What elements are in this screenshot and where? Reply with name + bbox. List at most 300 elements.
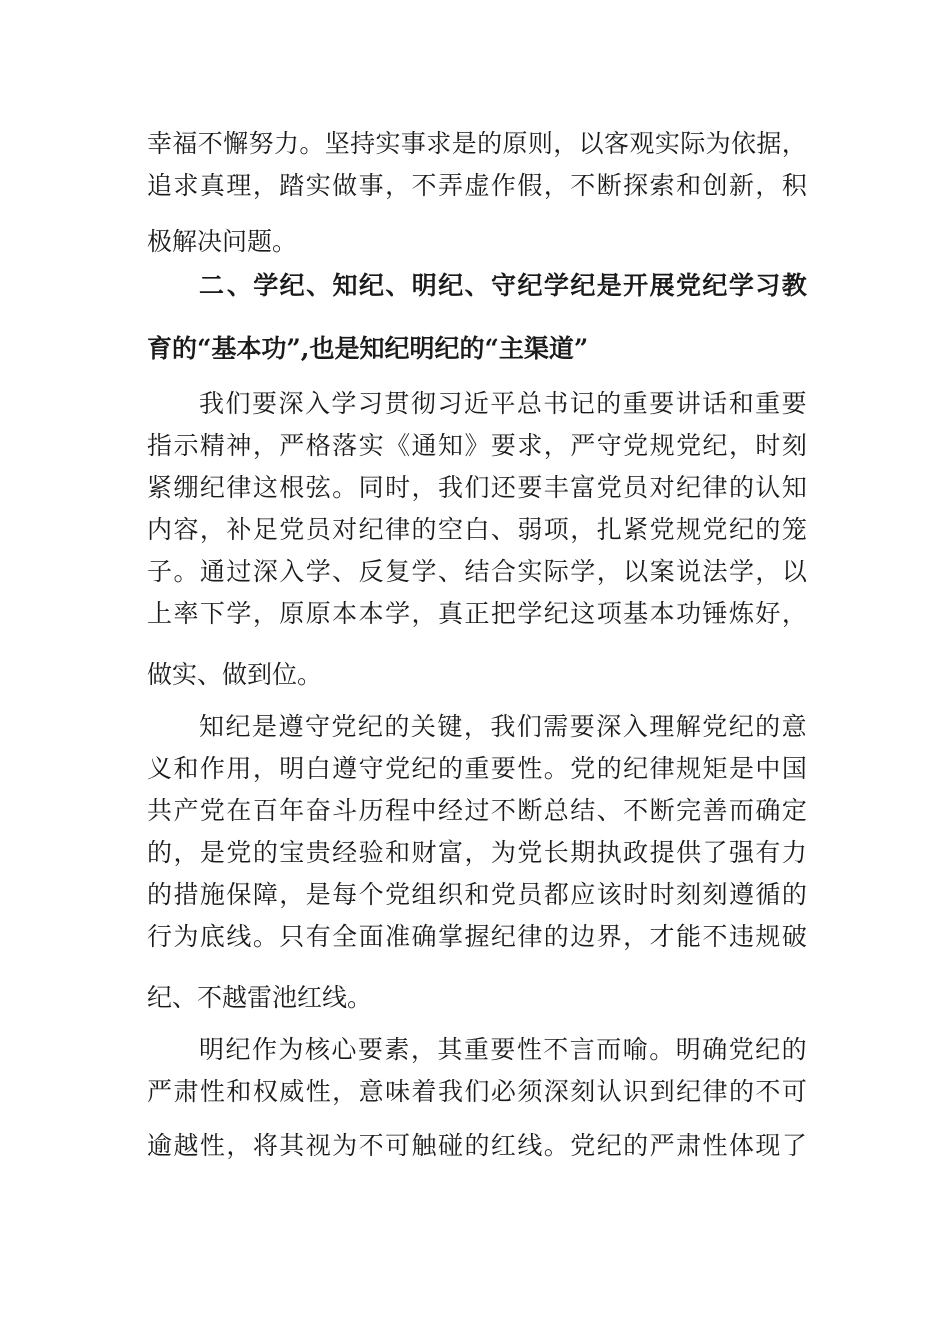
glyph: 。 [173,557,199,586]
glyph: 紧 [623,515,649,544]
glyph: 做 [332,171,358,200]
glyph: 二 [199,271,225,300]
glyph: 们 [225,389,251,418]
line-6 [199,384,807,424]
glyph: 纪 [596,1131,622,1160]
glyph: 体 [728,1131,754,1160]
glyph: 规 [755,922,781,951]
glyph: 线 [226,922,252,951]
glyph: 不 [570,171,596,200]
glyph: 要 [569,712,595,741]
glyph: 重 [755,389,781,418]
glyph: 教 [781,271,807,300]
line-21 [147,1072,807,1112]
line-14 [147,749,807,789]
glyph: 深 [278,389,304,418]
glyph: ， [728,431,754,460]
glyph: 彻 [410,389,436,418]
glyph: 奋 [305,796,331,825]
glyph: ， [781,599,807,628]
glyph: 纪 [702,431,728,460]
glyph: 子 [147,557,173,586]
glyph: 刻 [676,880,702,909]
glyph: 为 [705,129,731,158]
glyph: 入 [279,557,305,586]
glyph: 的 [781,1035,807,1064]
line-13 [199,707,807,747]
glyph: 》 [464,431,490,460]
glyph: 刻 [702,880,728,909]
glyph: 越 [173,1131,199,1160]
glyph: 同 [358,473,384,502]
glyph: 入 [304,389,330,418]
glyph: 们 [464,1077,490,1106]
glyph: 、 [437,557,463,586]
glyph: 纪 [490,922,516,951]
glyph: 确 [702,1035,728,1064]
glyph: 严 [649,1131,675,1160]
glyph: 们 [516,712,542,741]
glyph: 本 [649,599,675,628]
glyph: 味 [385,1077,411,1106]
glyph: 明 [675,1035,701,1064]
glyph: 踏 [279,171,305,200]
glyph: 关 [410,712,436,741]
glyph: 肃 [173,1077,199,1106]
glyph: 。 [332,473,358,502]
section-heading-line-1 [199,266,807,306]
glyph: 的 [596,389,622,418]
glyph: ， [411,473,437,502]
glyph: 党 [226,838,252,867]
glyph: ， [755,557,781,586]
glyph: 而 [596,1035,622,1064]
glyph: 锤 [702,599,728,628]
glyph: 性 [199,1077,225,1106]
glyph: 时 [755,431,781,460]
glyph: 纪 [199,473,225,502]
glyph: 能 [676,922,702,951]
glyph: 过 [226,557,252,586]
glyph: ， [463,712,489,741]
glyph: 纪 [755,1035,781,1064]
glyph: 财 [411,838,437,867]
glyph: 守 [304,712,330,741]
glyph: ， [252,599,278,628]
glyph: 义 [147,754,173,783]
glyph: 有 [305,922,331,951]
glyph: 力 [273,129,299,158]
glyph: 善 [702,796,728,825]
glyph: 确 [755,796,781,825]
glyph: 绷 [173,473,199,502]
glyph: 、 [596,796,622,825]
line-15 [147,791,807,831]
glyph: 喻 [622,1035,648,1064]
glyph: 政 [623,838,649,867]
glyph: 长 [543,838,569,867]
glyph: 和 [676,171,702,200]
glyph: 律 [226,473,252,502]
glyph: 不 [543,1035,569,1064]
glyph: 纪 [728,712,754,741]
glyph: 的 [147,838,173,867]
glyph: 和 [173,754,199,783]
glyph: 要 [490,1035,516,1064]
glyph: 的 [411,515,437,544]
glyph: 权 [252,1077,278,1106]
glyph: 求 [173,171,199,200]
glyph: 定 [781,796,807,825]
glyph: ， [199,515,225,544]
glyph: 的 [728,1077,754,1106]
glyph: 组 [411,880,437,909]
glyph: 过 [464,796,490,825]
glyph: 现 [755,1131,781,1160]
glyph: 党 [728,1035,754,1064]
glyph: 须 [517,1077,543,1106]
glyph: ， [252,754,278,783]
glyph: 断 [517,796,543,825]
glyph: ， [755,171,781,200]
glyph: 不 [623,796,649,825]
glyph: 学 [411,557,437,586]
glyph: 个 [358,880,384,909]
glyph: 下 [199,599,225,628]
glyph: 界 [596,922,622,951]
glyph: 际 [543,557,569,586]
glyph: 知 [437,431,463,460]
glyph: 事 [400,129,426,158]
glyph: 深 [596,712,622,741]
glyph: 空 [437,515,463,544]
glyph: 党 [517,838,543,867]
glyph: 基 [623,599,649,628]
glyph: 功 [676,599,702,628]
glyph: 弱 [517,515,543,544]
glyph: 认 [755,473,781,502]
glyph: 素 [384,1035,410,1064]
glyph: 刻 [570,1077,596,1106]
glyph: 白 [464,515,490,544]
glyph: 正 [464,599,490,628]
glyph: 遵 [728,880,754,909]
glyph: 验 [358,838,384,867]
glyph: 逾 [147,1131,173,1160]
glyph: 足 [252,515,278,544]
glyph: 创 [702,171,728,200]
glyph: 纪 [358,271,384,300]
glyph: 。 [543,754,569,783]
glyph: 求 [517,431,543,460]
glyph: 而 [728,796,754,825]
glyph: 纪 [225,712,251,741]
glyph: 党 [199,796,225,825]
glyph: 学 [728,271,754,300]
glyph: 织 [437,880,463,909]
glyph: 明 [411,271,437,300]
glyph: 要 [517,473,543,502]
glyph: 知 [781,473,807,502]
glyph: ， [252,171,278,200]
glyph: 党 [570,1131,596,1160]
glyph: 白 [305,754,331,783]
glyph: 重 [464,754,490,783]
glyph: 本 [358,599,384,628]
glyph: 根 [279,473,305,502]
glyph: 断 [649,796,675,825]
glyph: 律 [702,473,728,502]
glyph: 学 [305,557,331,586]
glyph: 遵 [332,754,358,783]
glyph: 真 [199,171,225,200]
glyph: 纪 [676,1077,702,1106]
glyph: 我 [437,473,463,502]
glyph: 党 [331,712,357,741]
glyph: 党 [702,515,728,544]
glyph: 《 [385,431,411,460]
section-heading-line-2: 育的“基本功”,也是知纪明纪的“主渠道” [147,334,589,363]
glyph: 确 [411,922,437,951]
glyph: 其 [437,1035,463,1064]
glyph: 是 [451,129,477,158]
glyph: 要 [251,389,277,418]
glyph: 不 [490,796,516,825]
glyph: 际 [680,129,706,158]
glyph: 的 [464,1131,490,1160]
glyph: 弄 [437,171,463,200]
glyph: 全 [332,922,358,951]
glyph: 复 [385,557,411,586]
glyph: 贵 [305,838,331,867]
glyph: 党 [649,515,675,544]
glyph: 到 [649,1077,675,1106]
glyph: 我 [437,1077,463,1106]
glyph: 学 [253,271,279,300]
glyph: 结 [570,796,596,825]
glyph: 示 [173,431,199,460]
glyph: 、 [332,557,358,586]
glyph: 应 [570,880,596,909]
glyph: 了 [702,838,728,867]
glyph: 我 [490,712,516,741]
glyph: 不 [411,171,437,200]
glyph: 这 [570,599,596,628]
glyph: 核 [304,1035,330,1064]
glyph: 期 [570,838,596,867]
glyph: ， [623,922,649,951]
glyph: 弦 [305,473,331,502]
glyph: 笼 [781,515,807,544]
glyph: 断 [596,171,622,200]
glyph: 律 [385,515,411,544]
glyph: 展 [649,271,675,300]
line-1 [147,124,807,164]
line-2 [147,166,807,206]
glyph: ， [596,557,622,586]
glyph: 意 [358,1077,384,1106]
glyph: 纪 [438,271,464,300]
glyph: 补 [226,515,252,544]
glyph: 执 [596,838,622,867]
glyph: 反 [358,557,384,586]
glyph: 性 [199,1131,225,1160]
glyph: 党 [385,880,411,909]
glyph: 的 [437,754,463,783]
glyph: 理 [649,712,675,741]
glyph: 准 [385,922,411,951]
glyph: ， [385,171,411,200]
glyph: 指 [147,431,173,460]
glyph: 提 [649,838,675,867]
glyph: 要 [649,389,675,418]
glyph: 通 [199,557,225,586]
glyph: 有 [755,838,781,867]
glyph: 学 [226,599,252,628]
glyph: 行 [147,922,173,951]
glyph: 为 [173,922,199,951]
line-17 [147,875,807,915]
glyph: 学 [517,599,543,628]
glyph: 认 [596,1077,622,1106]
glyph: 合 [490,557,516,586]
glyph: 产 [173,796,199,825]
glyph: 入 [622,712,648,741]
glyph: 规 [649,431,675,460]
glyph: 虚 [464,171,490,200]
glyph: 红 [490,1131,516,1160]
glyph: 作 [251,1035,277,1064]
glyph: 性 [516,1035,542,1064]
glyph: 性 [305,1077,331,1106]
glyph: 是 [199,838,225,867]
glyph: 纪 [623,754,649,783]
glyph: 视 [305,1131,331,1160]
glyph: 每 [332,880,358,909]
glyph: 经 [332,838,358,867]
glyph: 可 [781,1077,807,1106]
glyph: 着 [411,1077,437,1106]
glyph: 为 [332,1131,358,1160]
glyph: 百 [252,796,278,825]
glyph: 不 [755,1077,781,1106]
glyph: 以 [781,557,807,586]
glyph: 我 [199,389,225,418]
line-10 [147,552,807,592]
line-7 [147,426,807,466]
glyph: 言 [569,1035,595,1064]
glyph: 供 [676,838,702,867]
glyph: 习 [755,271,781,300]
glyph: 国 [781,754,807,783]
glyph: ， [332,1077,358,1106]
glyph: 通 [411,431,437,460]
glyph: 威 [279,1077,305,1106]
glyph: 纪 [676,473,702,502]
glyph: 和 [226,1077,252,1106]
glyph: 依 [730,129,756,158]
glyph: 党 [596,473,622,502]
glyph: 和 [385,838,411,867]
glyph: 党 [385,754,411,783]
line-9 [147,510,807,550]
glyph: 完 [676,796,702,825]
line-3: 极解决问题。 [147,227,298,256]
glyph: 线 [517,1131,543,1160]
glyph: 平 [490,389,516,418]
glyph: 则 [527,129,553,158]
glyph: 知 [332,271,358,300]
glyph: 中 [411,796,437,825]
glyph: 内 [147,515,173,544]
glyph: 。 [299,129,325,158]
glyph: 。 [649,1035,675,1064]
glyph: ， [252,431,278,460]
glyph: 新 [728,171,754,200]
glyph: 据 [756,129,782,158]
glyph: 炼 [728,599,754,628]
glyph: 党 [676,431,702,460]
glyph: 话 [702,389,728,418]
glyph: 的 [755,515,781,544]
glyph: 真 [437,599,463,628]
glyph: 年 [279,796,305,825]
glyph: 福 [172,129,198,158]
line-12: 做实、做到位。 [147,660,323,689]
glyph: 将 [252,1131,278,1160]
glyph: 原 [279,599,305,628]
line-20 [199,1030,807,1070]
glyph: 律 [649,754,675,783]
glyph: 障 [252,880,278,909]
glyph: 紧 [147,473,173,502]
line-18 [147,917,807,957]
glyph: ， [464,838,490,867]
glyph: ， [226,1131,252,1160]
glyph: 客 [604,129,630,158]
glyph: 学 [728,557,754,586]
line-8 [147,468,807,508]
glyph: 纪 [702,271,728,300]
glyph: 原 [502,129,528,158]
glyph: 知 [199,712,225,741]
glyph: 实 [517,557,543,586]
glyph: 事 [358,171,384,200]
glyph: 重 [463,1035,489,1064]
glyph: 项 [543,515,569,544]
glyph: 才 [649,922,675,951]
glyph: 严 [147,1077,173,1106]
glyph: 幸 [147,129,173,158]
glyph: 习 [357,389,383,418]
glyph: 识 [623,1077,649,1106]
glyph: 用 [226,754,252,783]
glyph: 落 [332,431,358,460]
glyph: 的 [543,922,569,951]
glyph: 。 [252,922,278,951]
glyph: 时 [385,473,411,502]
glyph: 富 [437,838,463,867]
glyph: ， [570,515,596,544]
glyph: 索 [649,171,675,200]
glyph: 的 [596,754,622,783]
glyph: 只 [279,922,305,951]
glyph: 守 [358,754,384,783]
glyph: 党 [490,880,516,909]
glyph: 纪 [358,515,384,544]
glyph: 对 [332,515,358,544]
glyph: 不 [358,1131,384,1160]
